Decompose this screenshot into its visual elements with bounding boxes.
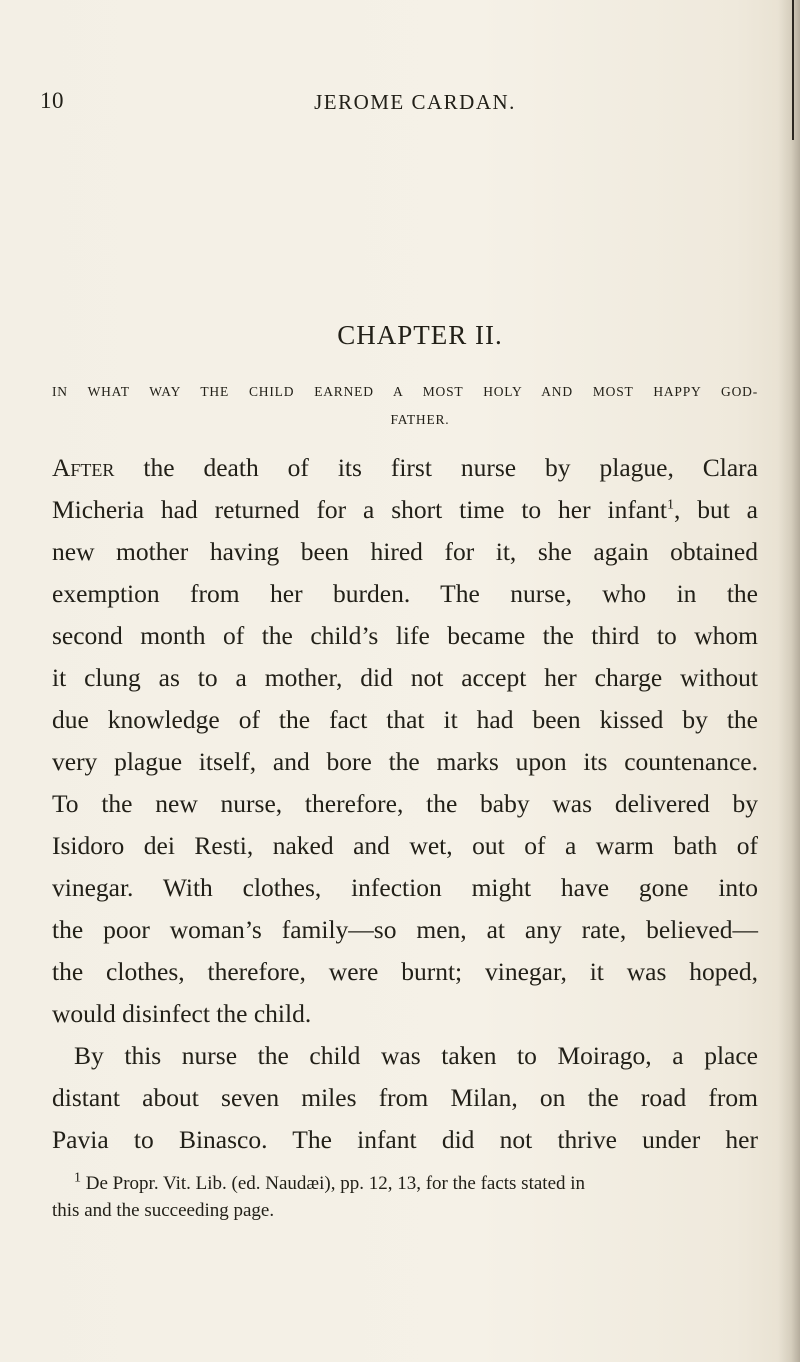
- footnote-line-1: [52, 1170, 758, 1197]
- chapter-subtitle-line-2: FATHER.: [390, 412, 450, 427]
- body-line: After the death of its first nurse by plague, Clara: [52, 453, 758, 482]
- body-line: the clothes, therefore, were burnt; vinegar, it was hoped,: [52, 957, 758, 986]
- body-line-text: Micheria had returned for a short time to her infant: [52, 495, 667, 524]
- body-line: it clung as to a mother, did not accept her charge without: [52, 663, 758, 692]
- body-line: the poor woman’s family—so men, at any rate, believed—: [52, 915, 758, 944]
- body-line-tail: , but a: [673, 495, 759, 524]
- footnote-text-1: De Propr. Vit. Lib. (ed. Naudæi), pp. 12, 13, for the facts stated in: [85, 1173, 586, 1194]
- body-line: [52, 489, 758, 531]
- body-line: vinegar. With clothes, infection might have gone into: [52, 873, 758, 902]
- opening-word: After: [52, 453, 115, 482]
- body-line: second month of the child’s life became the third to whom: [52, 621, 758, 650]
- page-number: 10: [40, 88, 64, 113]
- footnote: [52, 1170, 758, 1224]
- body-text: [52, 447, 758, 1161]
- chapter-subtitle-line-1: IN WHAT WAY THE CHILD EARNED A MOST HOLY AND MOST HAPPY GOD-: [52, 384, 758, 399]
- chapter-title: CHAPTER II.: [337, 320, 503, 350]
- page-edge-shadow: [778, 0, 800, 1362]
- body-line: due knowledge of the fact that it had been kissed by the: [52, 705, 758, 734]
- page-edge-line: [792, 0, 794, 140]
- body-line: Isidoro dei Resti, naked and wet, out of a warm bath of: [52, 831, 758, 860]
- body-line: distant about seven miles from Milan, on the road from: [52, 1083, 758, 1112]
- footnote-ref: 1: [666, 497, 674, 513]
- chapter-subtitle: [52, 378, 758, 434]
- body-line: To the new nurse, therefore, the baby was delivered by: [52, 789, 758, 818]
- body-line: new mother having been hired for it, she again obtained: [52, 537, 758, 566]
- body-line: very plague itself, and bore the marks upon its countenance.: [52, 747, 758, 776]
- body-line: exemption from her burden. The nurse, who in the: [52, 579, 758, 608]
- running-head: JEROME CARDAN.: [314, 90, 516, 114]
- body-line: By this nurse the child was taken to Moirago, a place: [74, 1041, 758, 1070]
- body-line: Pavia to Binasco. The infant did not thrive under her: [52, 1125, 758, 1154]
- footnote-marker: 1: [74, 1170, 81, 1186]
- footnote-line-2: this and the succeeding page.: [52, 1200, 275, 1221]
- body-line: would disinfect the child.: [52, 999, 312, 1028]
